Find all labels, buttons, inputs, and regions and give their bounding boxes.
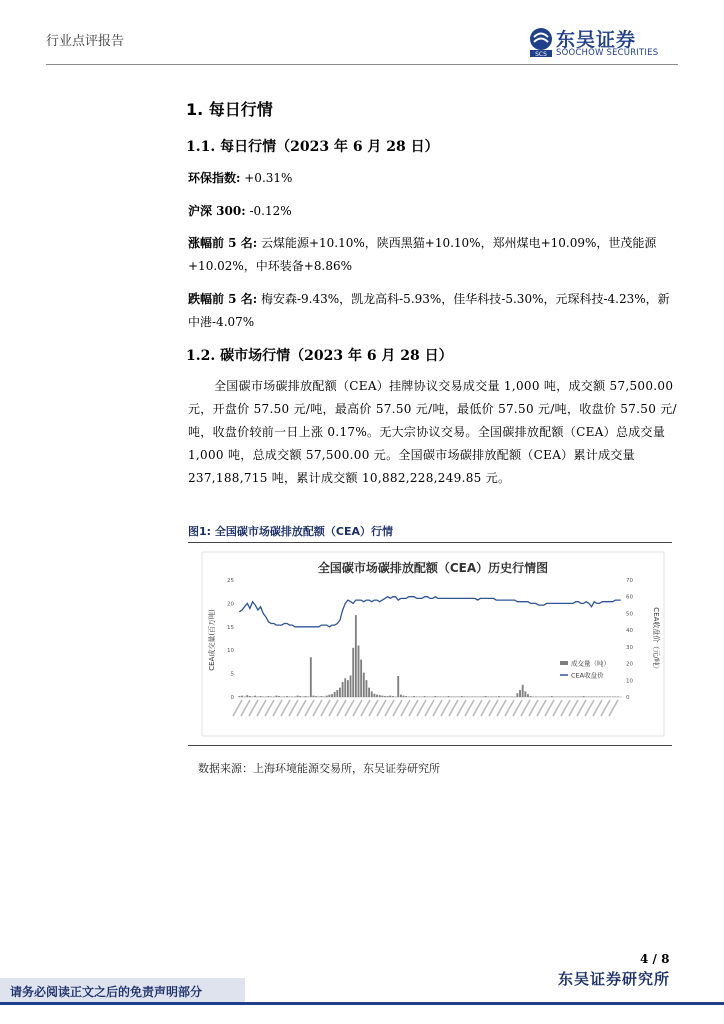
volume-bar: [320, 696, 322, 697]
volume-bar: [403, 696, 405, 697]
figure-caption: 图1: 全国碳市场碳排放配额（CEA）行情: [188, 525, 393, 538]
volume-bar: [260, 696, 262, 697]
volume-bar: [400, 695, 402, 697]
left-tick-label: 5: [230, 671, 234, 678]
chart-title: 全国碳市场碳排放配额（CEA）历史行情图: [317, 561, 549, 575]
volume-bar: [241, 696, 243, 697]
hs300-label: 沪深 300:: [188, 204, 246, 218]
section-title: 1. 每日行情: [186, 100, 273, 119]
env-index-line: [188, 167, 678, 190]
logo-english-name: SOOCHOW SECURITIES: [556, 48, 659, 58]
volume-bar: [405, 696, 407, 697]
right-tick-label: 60: [626, 594, 633, 601]
left-tick-label: 25: [227, 578, 234, 584]
volume-bar: [328, 695, 330, 697]
figure-top-rule: [188, 542, 672, 543]
volume-bar: [310, 657, 312, 697]
volume-bar: [278, 696, 280, 697]
volume-bar: [379, 695, 381, 697]
volume-bar: [249, 696, 251, 697]
volume-bar: [434, 696, 436, 697]
right-tick-label: 50: [626, 611, 633, 618]
volume-bar: [299, 696, 301, 697]
volume-bar: [461, 696, 463, 697]
report-type-label: 行业点评报告: [46, 34, 125, 49]
volume-bar: [392, 696, 394, 697]
left-tick-label: 0: [230, 695, 234, 701]
right-tick-label: 40: [626, 628, 633, 635]
logo-mark: SCS: [535, 51, 547, 58]
volume-bar: [376, 695, 378, 697]
logo-name: 东吴证券: [556, 29, 637, 51]
top-losers-text: 梅安森-9.43%，凯龙高科-5.93%，佳华科技-5.30%，元琛科技-4.23%，新中港-4.07%: [188, 292, 670, 329]
carbon-market-paragraph: 全国碳市场碳排放配额（CEA）挂牌协议交易成交量 1,000 吨，成交额 57,500.00 元，开盘价 57.50 元/吨，最高价 57.50 元/吨，最低价 57.50 元/吨，收盘价 57.50 元/吨，收盘价较前一日上涨 0.17%。无大宗协议交易。全国碳排放配额（CEA）总成交量 1,000 吨，总成交额 57,500.00 元。全国碳市场碳排放配额（CEA）累计成交量 237,188,715 吨，累计成交额 10,882,228,249.85 元。: [188, 379, 677, 485]
volume-bar: [297, 696, 299, 697]
hs300-value: -0.12%: [245, 204, 292, 218]
volume-bar: [413, 696, 415, 697]
env-index-label: 环保指数:: [188, 171, 241, 185]
volume-bar: [347, 680, 349, 697]
volume-bar: [524, 691, 526, 697]
volume-bar: [387, 696, 389, 697]
volume-bar: [268, 696, 270, 697]
right-tick-label: 30: [626, 644, 633, 651]
cea-history-chart: [198, 548, 668, 740]
volume-bar: [254, 696, 256, 697]
top-losers-paragraph: [188, 288, 678, 334]
env-index-value: +0.31%: [240, 171, 293, 185]
volume-bar: [305, 696, 307, 697]
volume-bar: [313, 696, 315, 697]
volume-bar: [339, 688, 341, 697]
left-axis-label: CEA成交量(百万吨): [208, 609, 216, 671]
volume-bar: [530, 696, 532, 697]
legend-price-label: CEA收盘价: [571, 671, 604, 680]
volume-bar: [286, 696, 288, 697]
data-source: 数据来源：上海环境能源交易所，东吴证券研究所: [198, 762, 440, 775]
header-rule: [46, 64, 678, 65]
volume-bar: [368, 688, 370, 697]
volume-bar: [516, 693, 518, 697]
volume-bar: [352, 648, 354, 697]
figure-bottom-rule: [188, 745, 672, 746]
top-gainers-label: 涨幅前 5 名:: [188, 236, 258, 250]
volume-bar: [498, 696, 500, 697]
volume-bar: [336, 690, 338, 697]
legend-volume-swatch: [560, 661, 568, 665]
left-tick-label: 10: [227, 648, 234, 655]
research-institute-name: 东吴证券研究所: [558, 970, 671, 988]
legend-volume-label: 成交量（吨）: [571, 659, 610, 668]
right-axis-label: CEA收盘价（元/吨）: [652, 607, 660, 673]
volume-bar: [397, 676, 399, 697]
volume-bar: [331, 694, 333, 697]
volume-bar: [334, 692, 336, 697]
volume-bar: [275, 696, 277, 697]
left-tick-label: 20: [227, 601, 234, 608]
volume-bar: [315, 696, 317, 697]
volume-bar: [358, 646, 360, 697]
volume-bar: [551, 696, 553, 697]
volume-bar: [344, 678, 346, 697]
volume-bar: [424, 696, 426, 697]
volume-bar: [373, 694, 375, 697]
volume-bar: [527, 694, 529, 697]
left-tick-label: 15: [227, 624, 234, 631]
volume-bar: [448, 696, 450, 697]
volume-bar: [363, 673, 365, 697]
volume-bar: [583, 696, 585, 697]
volume-bar: [389, 696, 391, 697]
subsection-title-daily: 1.1. 每日行情（2023 年 6 月 28 日）: [186, 139, 439, 155]
top-gainers-text: 云煤能源+10.10%，陕西黑猫+10.10%，郑州煤电+10.09%，世茂能源+10.02%，中环装备+8.86%: [188, 236, 657, 273]
volume-bar: [519, 690, 521, 697]
disclaimer-notice[interactable]: 请务必阅读正文之后的免责声明部分: [10, 985, 203, 999]
volume-bar: [342, 682, 344, 697]
hs300-line: [188, 200, 678, 223]
volume-bar: [485, 696, 487, 697]
top-gainers-paragraph: [188, 232, 678, 278]
volume-bar: [246, 695, 248, 697]
volume-bar: [355, 615, 357, 697]
right-tick-label: 20: [626, 661, 633, 668]
volume-bar: [371, 691, 373, 697]
right-tick-label: 10: [626, 678, 633, 685]
volume-bar: [366, 680, 368, 697]
right-tick-label: 0: [626, 695, 630, 701]
volume-bar: [238, 696, 240, 697]
volume-bar: [360, 660, 362, 697]
page-number: 4 / 8: [640, 952, 670, 966]
volume-bar: [384, 696, 386, 697]
volume-bar: [326, 696, 328, 697]
volume-bar: [522, 685, 524, 697]
subsection-title-carbon: 1.2. 碳市场行情（2023 年 6 月 28 日）: [186, 348, 453, 364]
volume-bar: [381, 696, 383, 697]
volume-bar: [350, 675, 352, 697]
right-tick-label: 70: [626, 578, 633, 584]
footer-rule: [0, 1002, 724, 1005]
top-losers-label: 跌幅前 5 名:: [188, 292, 258, 306]
